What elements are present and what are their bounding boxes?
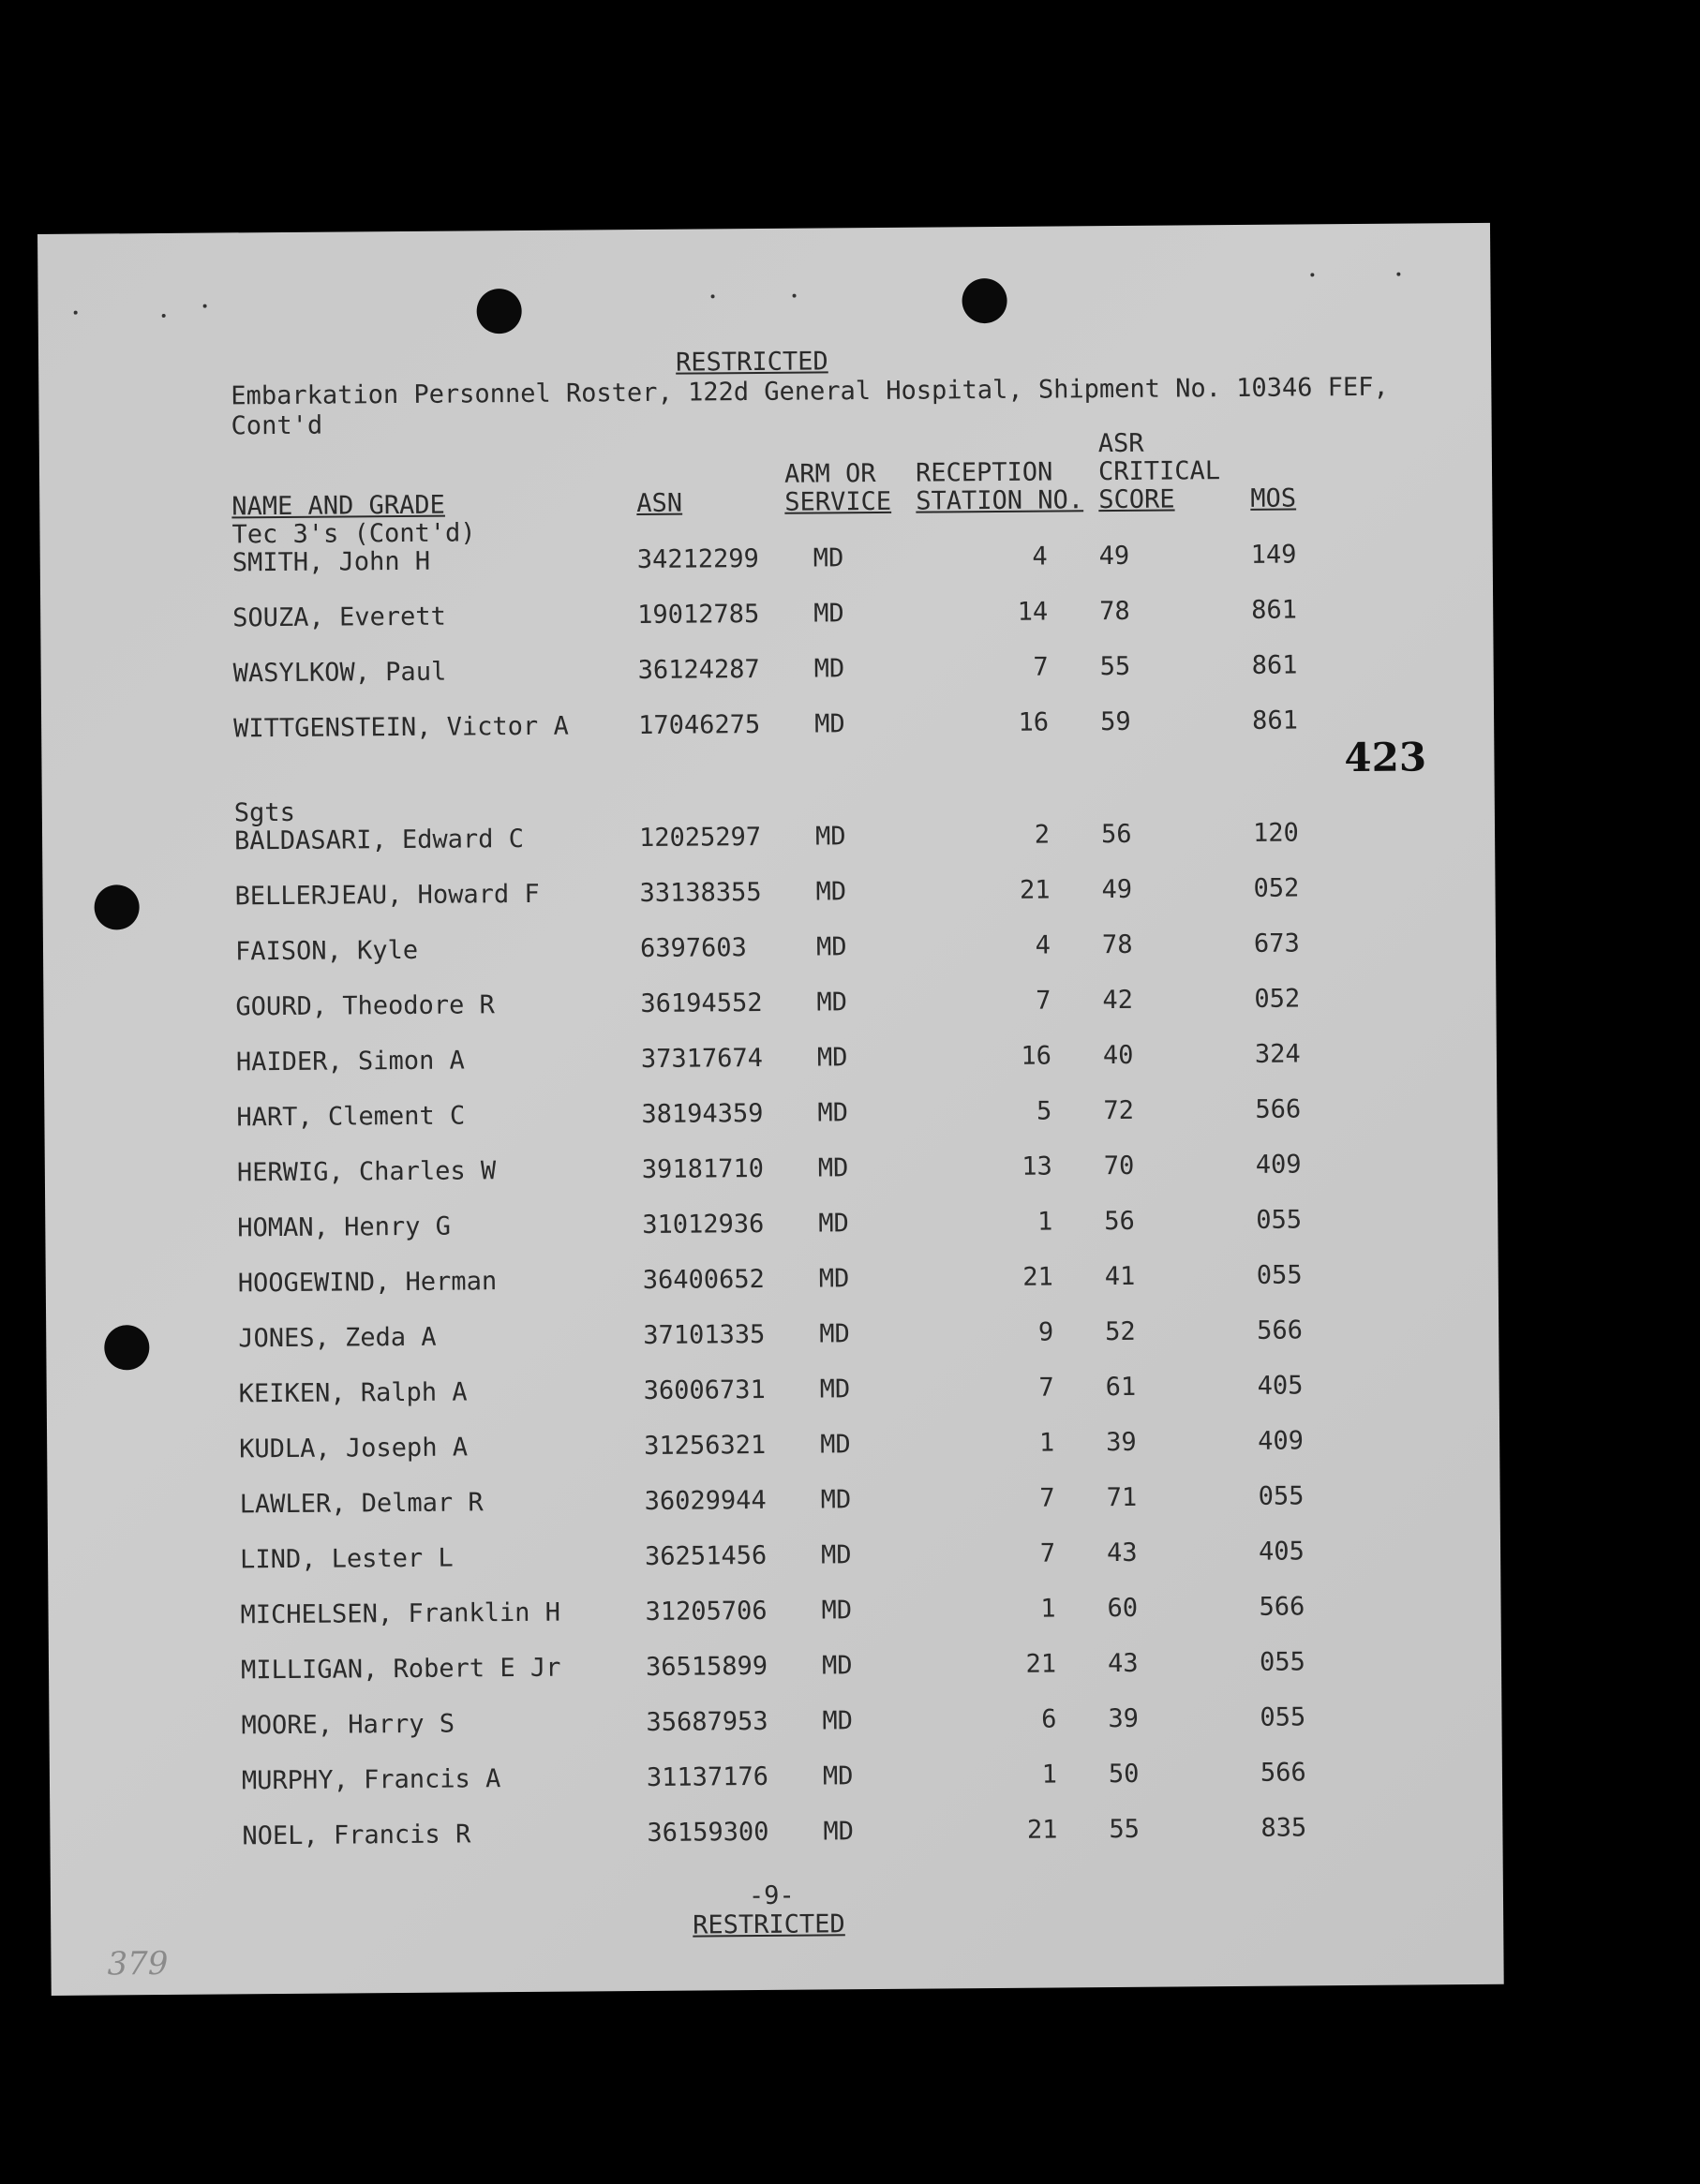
row-name: HAIDER, Simon A: [235, 1046, 465, 1077]
row-rec: 1: [1036, 1207, 1053, 1237]
row-mos: 120: [1252, 818, 1299, 848]
col-score-line1: ASR: [1097, 428, 1144, 459]
row-rec: 4: [1035, 930, 1051, 960]
row-name: WITTGENSTEIN, Victor A: [233, 711, 569, 744]
row-rec: 21: [1026, 1815, 1058, 1845]
speck: [711, 294, 715, 298]
row-asn: 36400652: [642, 1264, 765, 1295]
row-score: 72: [1103, 1095, 1135, 1126]
table-row: [45, 1150, 1498, 1198]
row-mos: 324: [1254, 1039, 1301, 1069]
row-rec: 14: [1017, 597, 1049, 627]
row-rec: 21: [1025, 1649, 1057, 1679]
col-arm-line1: ARM OR: [783, 458, 876, 489]
col-rec-line1: RECEPTION: [915, 457, 1053, 488]
row-name: HERWIG, Charles W: [236, 1156, 497, 1188]
row-mos: 055: [1256, 1205, 1303, 1235]
row-mos: 566: [1255, 1094, 1302, 1124]
table-row: [41, 706, 1494, 754]
speck: [793, 294, 797, 298]
row-score: 39: [1106, 1427, 1137, 1458]
row-rec: 7: [1038, 1373, 1054, 1403]
row-arm: MD: [813, 654, 845, 684]
col-name-header: NAME AND GRADE: [231, 490, 445, 522]
row-asn: 38194359: [641, 1098, 764, 1129]
table-row: [48, 1537, 1500, 1585]
row-asn: 36251456: [644, 1540, 768, 1571]
row-asn: 36124287: [637, 654, 760, 685]
row-name: MURPHY, Francis A: [241, 1764, 501, 1796]
row-arm: MD: [820, 1540, 852, 1570]
table-row: [48, 1481, 1500, 1530]
punch-hole-top-left: [476, 289, 521, 334]
row-score: 60: [1107, 1593, 1139, 1624]
row-mos: 055: [1259, 1647, 1305, 1677]
punch-hole-top-right: [962, 278, 1007, 323]
row-arm: MD: [817, 1098, 849, 1128]
table-row: [47, 1371, 1499, 1419]
row-score: 43: [1107, 1648, 1139, 1679]
row-mos: 835: [1260, 1813, 1307, 1843]
row-name: LAWLER, Delmar R: [239, 1488, 484, 1520]
row-mos: 409: [1255, 1150, 1302, 1180]
row-name: KEIKEN, Ralph A: [238, 1377, 468, 1409]
group-label-tec3: Tec 3's (Cont'd): [231, 518, 476, 550]
row-score: 61: [1105, 1372, 1137, 1403]
speck: [74, 311, 78, 315]
group-label-sgts: Sgts: [233, 797, 296, 828]
row-score: 55: [1099, 651, 1131, 682]
row-score: 70: [1103, 1151, 1135, 1181]
row-score: 56: [1104, 1206, 1135, 1237]
row-asn: 6397603: [639, 933, 747, 963]
row-name: MICHELSEN, Franklin H: [240, 1597, 561, 1630]
col-arm-line2: SERVICE: [784, 486, 892, 517]
row-name: JONES, Zeda A: [238, 1322, 437, 1354]
row-arm: MD: [818, 1209, 849, 1239]
roster-title: Embarkation Personnel Roster, 122d General Hospital, Shipment No. 10346 FEF,: [231, 372, 1389, 411]
table-row: [50, 1813, 1502, 1862]
row-arm: MD: [816, 988, 848, 1018]
row-arm: MD: [813, 599, 844, 629]
row-rec: 1: [1041, 1760, 1058, 1790]
row-name: WASYLKOW, Paul: [232, 657, 447, 689]
row-rec: 7: [1036, 986, 1051, 1016]
row-arm: MD: [823, 1817, 855, 1847]
roster-title-cont: Cont'd: [231, 410, 323, 441]
row-score: 40: [1102, 1040, 1134, 1071]
row-name: MOORE, Harry S: [241, 1709, 455, 1741]
row-asn: 12025297: [638, 822, 762, 853]
row-asn: 36006731: [643, 1374, 766, 1405]
row-arm: MD: [820, 1430, 851, 1460]
stamped-number: 423: [1344, 734, 1427, 781]
row-score: 49: [1101, 874, 1133, 905]
row-name: KUDLA, Joseph A: [239, 1433, 469, 1464]
row-rec: 7: [1039, 1538, 1056, 1568]
col-score-line2: CRITICAL: [1097, 456, 1221, 487]
table-row: [50, 1758, 1502, 1806]
row-name: HOMAN, Henry G: [237, 1211, 452, 1243]
row-mos: 052: [1254, 984, 1301, 1014]
speck: [1310, 273, 1314, 276]
col-rec-line2: STATION NO.: [916, 485, 1084, 516]
row-asn: 36159300: [647, 1817, 769, 1848]
row-asn: 36515899: [645, 1651, 768, 1682]
row-name: GOURD, Theodore R: [235, 990, 495, 1022]
row-asn: 33138355: [639, 877, 762, 908]
row-arm: MD: [819, 1319, 850, 1349]
row-mos: 405: [1258, 1537, 1305, 1567]
table-row: [48, 1592, 1500, 1641]
row-score: 56: [1100, 819, 1132, 850]
table-row: [43, 929, 1496, 977]
row-name: SOUZA, Everett: [232, 602, 446, 633]
row-asn: 36194552: [640, 988, 763, 1018]
row-arm: MD: [816, 1043, 848, 1073]
col-asn-header: ASN: [636, 488, 683, 518]
row-name: MILLIGAN, Robert E Jr: [240, 1653, 561, 1686]
row-rec: 21: [1022, 1262, 1053, 1292]
row-score: 39: [1108, 1703, 1140, 1734]
pencil-note: 379: [107, 1944, 169, 1983]
table-row: [45, 1205, 1498, 1254]
row-rec: 1: [1040, 1594, 1056, 1624]
table-row: [49, 1647, 1501, 1696]
row-score: 43: [1106, 1538, 1138, 1568]
speck: [1396, 273, 1400, 276]
row-name: SMITH, John H: [231, 546, 431, 578]
row-name: BELLERJEAU, Howard F: [234, 879, 540, 912]
speck: [203, 305, 207, 308]
row-asn: 17046275: [638, 709, 761, 740]
row-rec: 6: [1041, 1704, 1057, 1734]
row-arm: MD: [822, 1706, 854, 1736]
row-arm: MD: [813, 543, 844, 573]
row-rec: 16: [1021, 1041, 1052, 1071]
table-row: [49, 1702, 1501, 1751]
col-score-line3: SCORE: [1098, 484, 1175, 515]
col-mos-header: MOS: [1250, 483, 1297, 513]
page-number: -9-: [748, 1880, 795, 1911]
row-mos: 566: [1259, 1592, 1305, 1622]
row-mos: 861: [1251, 706, 1299, 735]
row-name: NOEL, Francis R: [242, 1820, 471, 1851]
row-rec: 21: [1019, 875, 1051, 905]
row-score: 55: [1109, 1814, 1141, 1845]
restricted-header: RESTRICTED: [675, 347, 828, 378]
row-asn: 34212299: [636, 543, 759, 574]
row-score: 52: [1105, 1316, 1136, 1347]
table-row: [42, 873, 1495, 922]
table-row: [41, 650, 1494, 699]
row-mos: 673: [1253, 929, 1300, 958]
row-name: HOOGEWIND, Herman: [237, 1267, 498, 1299]
row-mos: 861: [1251, 650, 1298, 680]
row-rec: 1: [1038, 1428, 1055, 1458]
row-rec: 16: [1018, 707, 1050, 737]
row-rec: 2: [1034, 820, 1051, 850]
row-rec: 7: [1039, 1483, 1055, 1513]
table-row: [46, 1315, 1499, 1364]
row-asn: 39181710: [641, 1153, 765, 1184]
row-asn: 35687953: [646, 1706, 768, 1737]
row-arm: MD: [815, 877, 847, 907]
table-row: [44, 1039, 1497, 1088]
row-arm: MD: [815, 932, 847, 962]
table-row: [40, 595, 1493, 644]
table-row: [46, 1260, 1499, 1309]
row-mos: 566: [1257, 1315, 1304, 1345]
row-mos: 566: [1260, 1758, 1306, 1788]
row-asn: 31012936: [642, 1209, 765, 1240]
row-arm: MD: [817, 1153, 849, 1183]
table-row: [43, 984, 1496, 1033]
document-page: [37, 223, 1504, 1996]
row-mos: 052: [1253, 873, 1300, 903]
row-arm: MD: [821, 1651, 853, 1681]
row-rec: 4: [1032, 542, 1048, 572]
row-arm: MD: [814, 822, 846, 852]
row-arm: MD: [818, 1264, 850, 1294]
row-mos: 409: [1258, 1426, 1305, 1456]
row-score: 59: [1100, 706, 1131, 737]
row-rec: 13: [1021, 1151, 1052, 1181]
row-asn: 31137176: [646, 1761, 769, 1792]
row-score: 71: [1106, 1482, 1138, 1513]
row-asn: 37101335: [643, 1319, 766, 1350]
row-rec: 7: [1033, 652, 1049, 682]
row-asn: 31205706: [645, 1596, 768, 1627]
row-mos: 861: [1251, 595, 1298, 625]
row-asn: 37317674: [640, 1043, 764, 1074]
row-score: 78: [1099, 596, 1130, 627]
row-name: FAISON, Kyle: [234, 935, 419, 967]
row-mos: 149: [1250, 540, 1297, 570]
row-asn: 19012785: [637, 599, 760, 630]
row-arm: MD: [814, 709, 845, 739]
row-name: LIND, Lester L: [239, 1543, 454, 1575]
row-asn: 31256321: [644, 1430, 767, 1461]
row-asn: 36029944: [644, 1485, 767, 1516]
row-arm: MD: [819, 1374, 851, 1404]
row-arm: MD: [822, 1761, 854, 1791]
restricted-footer: RESTRICTED: [693, 1909, 845, 1940]
row-score: 42: [1102, 985, 1134, 1016]
row-name: BALDASARI, Edward C: [233, 824, 525, 856]
row-mos: 405: [1257, 1371, 1304, 1401]
table-row: [47, 1426, 1499, 1475]
row-name: HART, Clement C: [236, 1101, 466, 1133]
row-arm: MD: [820, 1485, 852, 1515]
row-mos: 055: [1260, 1702, 1306, 1732]
row-score: 41: [1104, 1261, 1136, 1292]
row-rec: 5: [1036, 1096, 1052, 1126]
table-row: [44, 1094, 1497, 1143]
row-arm: MD: [821, 1596, 853, 1626]
row-score: 50: [1108, 1759, 1140, 1790]
row-rec: 9: [1037, 1317, 1054, 1347]
row-mos: 055: [1256, 1260, 1303, 1290]
row-score: 78: [1101, 929, 1133, 960]
speck: [162, 314, 166, 318]
row-mos: 055: [1258, 1481, 1305, 1511]
row-score: 49: [1098, 541, 1130, 572]
